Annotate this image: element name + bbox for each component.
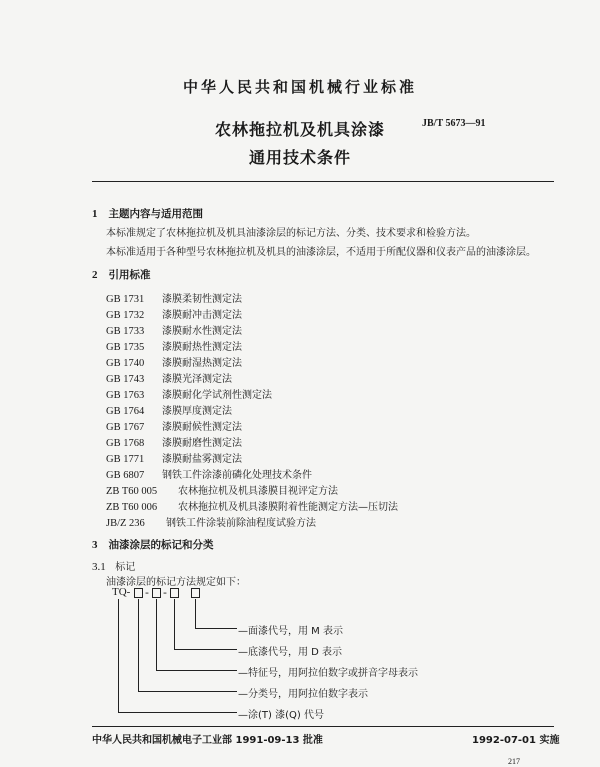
issuing-authority-header: 中华人民共和国机械行业标准: [182, 78, 417, 96]
bottom-divider: [92, 726, 554, 727]
section-1-paragraph-2: 本标准适用于各种型号农林拖拉机及机具的油漆涂层，不适用于所配仪器和仪表产品的油漆涂层。: [106, 247, 536, 258]
marking-code-prefix: TQ-: [112, 586, 131, 598]
implementation-date: 1992-07-01 实施: [472, 735, 560, 746]
section-1-paragraph-1: 本标准规定了农林拖拉机及机具油漆涂层的标记方法、分类、技术要求和检验方法。: [106, 228, 476, 239]
marking-intro: 油漆涂层的标记方法规定如下：: [106, 577, 246, 588]
section-2-title: 引用标准: [108, 269, 151, 281]
connector-line: [195, 599, 196, 628]
reference-code: GB 1731: [106, 294, 145, 305]
reference-title: 漆膜耐热性测定法: [162, 342, 242, 353]
reference-title: 漆膜柔韧性测定法: [162, 294, 242, 305]
marking-label-coating: —涂(T) 漆(Q) 代号: [238, 710, 324, 721]
document-title-line1: 农林拖拉机及机具涂漆: [214, 120, 385, 139]
reference-title: 农林拖拉机及机具漆膜附着性能测定方法—压切法: [178, 502, 398, 513]
reference-code: GB 1767: [106, 422, 145, 433]
standard-number: JB/T 5673—91: [422, 118, 486, 129]
marking-label-topcoat: —面漆代号，用 M 表示: [238, 626, 343, 637]
connector-line: [195, 628, 237, 629]
section-2-heading: [92, 267, 150, 282]
reference-code: ZB T60 005: [106, 486, 158, 497]
reference-code: GB 1764: [106, 406, 145, 417]
reference-code: GB 1733: [106, 326, 145, 337]
reference-item: [106, 514, 316, 529]
reference-title: 漆膜耐水性测定法: [162, 326, 242, 337]
marking-dash: -: [163, 586, 167, 599]
reference-title: 漆膜耐化学试剂性测定法: [162, 390, 272, 401]
reference-item: [106, 418, 242, 433]
reference-code: ZB T60 006: [106, 502, 158, 513]
reference-code: GB 1735: [106, 342, 145, 353]
connector-line: [118, 712, 237, 713]
section-1-title: 主题内容与适用范围: [108, 208, 203, 220]
section-1-heading: [92, 206, 203, 221]
reference-title: 漆膜耐湿热测定法: [162, 358, 242, 369]
reference-item: [106, 322, 242, 337]
reference-item: [106, 338, 242, 353]
marking-label-class: —分类号，用阿拉伯数字表示: [238, 689, 368, 700]
marking-box-topcoat: [191, 588, 200, 598]
reference-title: 漆膜耐磨性测定法: [162, 438, 242, 449]
reference-item: [106, 370, 232, 385]
marking-dash: -: [145, 586, 149, 599]
marking-label-primer: —底漆代号，用 D 表示: [238, 647, 343, 658]
subsection-3-1-title: 标记: [115, 562, 136, 573]
reference-code: GB 1771: [106, 454, 145, 465]
reference-title: 钢铁工件涂装前除油程度试验方法: [166, 518, 316, 529]
connector-line: [138, 599, 139, 691]
section-1-number: 1: [92, 208, 98, 220]
reference-title: 漆膜厚度测定法: [162, 406, 232, 417]
marking-box-class: [134, 588, 143, 598]
reference-code: GB 1740: [106, 358, 145, 369]
reference-title: 农林拖拉机及机具漆膜目视评定方法: [178, 486, 338, 497]
reference-item: [106, 482, 338, 497]
reference-item: [106, 386, 272, 401]
reference-item: [106, 354, 242, 369]
reference-item: [106, 450, 242, 465]
reference-item: [106, 290, 242, 305]
connector-line: [156, 599, 157, 670]
connector-line: [174, 599, 175, 649]
section-3-heading: [92, 537, 213, 552]
reference-item: [106, 434, 242, 449]
reference-code: GB 1768: [106, 438, 145, 449]
reference-item: [106, 306, 242, 321]
section-3-number: 3: [92, 539, 98, 551]
connector-line: [138, 691, 237, 692]
section-2-number: 2: [92, 269, 98, 281]
reference-title: 漆膜耐盐雾测定法: [162, 454, 242, 465]
reference-item: [106, 402, 232, 417]
connector-line: [156, 670, 237, 671]
marking-label-feature: —特征号，用阿拉伯数字或拼音字母表示: [238, 668, 418, 679]
reference-code: GB 1743: [106, 374, 145, 385]
reference-code: JB/Z 236: [106, 518, 145, 529]
subsection-3-1-heading: [92, 558, 135, 573]
document-title-line2: 通用技术条件: [248, 148, 351, 167]
reference-item: [106, 498, 398, 513]
subsection-3-1-number: 3.1: [92, 561, 106, 573]
reference-code: GB 6807: [106, 470, 145, 481]
connector-line: [118, 599, 119, 712]
page-number: 217: [508, 757, 520, 766]
reference-item: [106, 466, 312, 481]
marking-box-feature: [152, 588, 161, 598]
marking-box-primer: [170, 588, 179, 598]
reference-title: 漆膜耐冲击测定法: [162, 310, 242, 321]
connector-line: [174, 649, 237, 650]
reference-title: 漆膜光泽测定法: [162, 374, 232, 385]
reference-title: 漆膜耐候性测定法: [162, 422, 242, 433]
reference-code: GB 1732: [106, 310, 145, 321]
section-3-title: 油漆涂层的标记和分类: [108, 539, 214, 551]
top-divider: [92, 181, 554, 182]
reference-code: GB 1763: [106, 390, 145, 401]
approval-line: 中华人民共和国机械电子工业部 1991-09-13 批准: [92, 735, 323, 746]
reference-title: 钢铁工件涂漆前磷化处理技术条件: [162, 470, 312, 481]
